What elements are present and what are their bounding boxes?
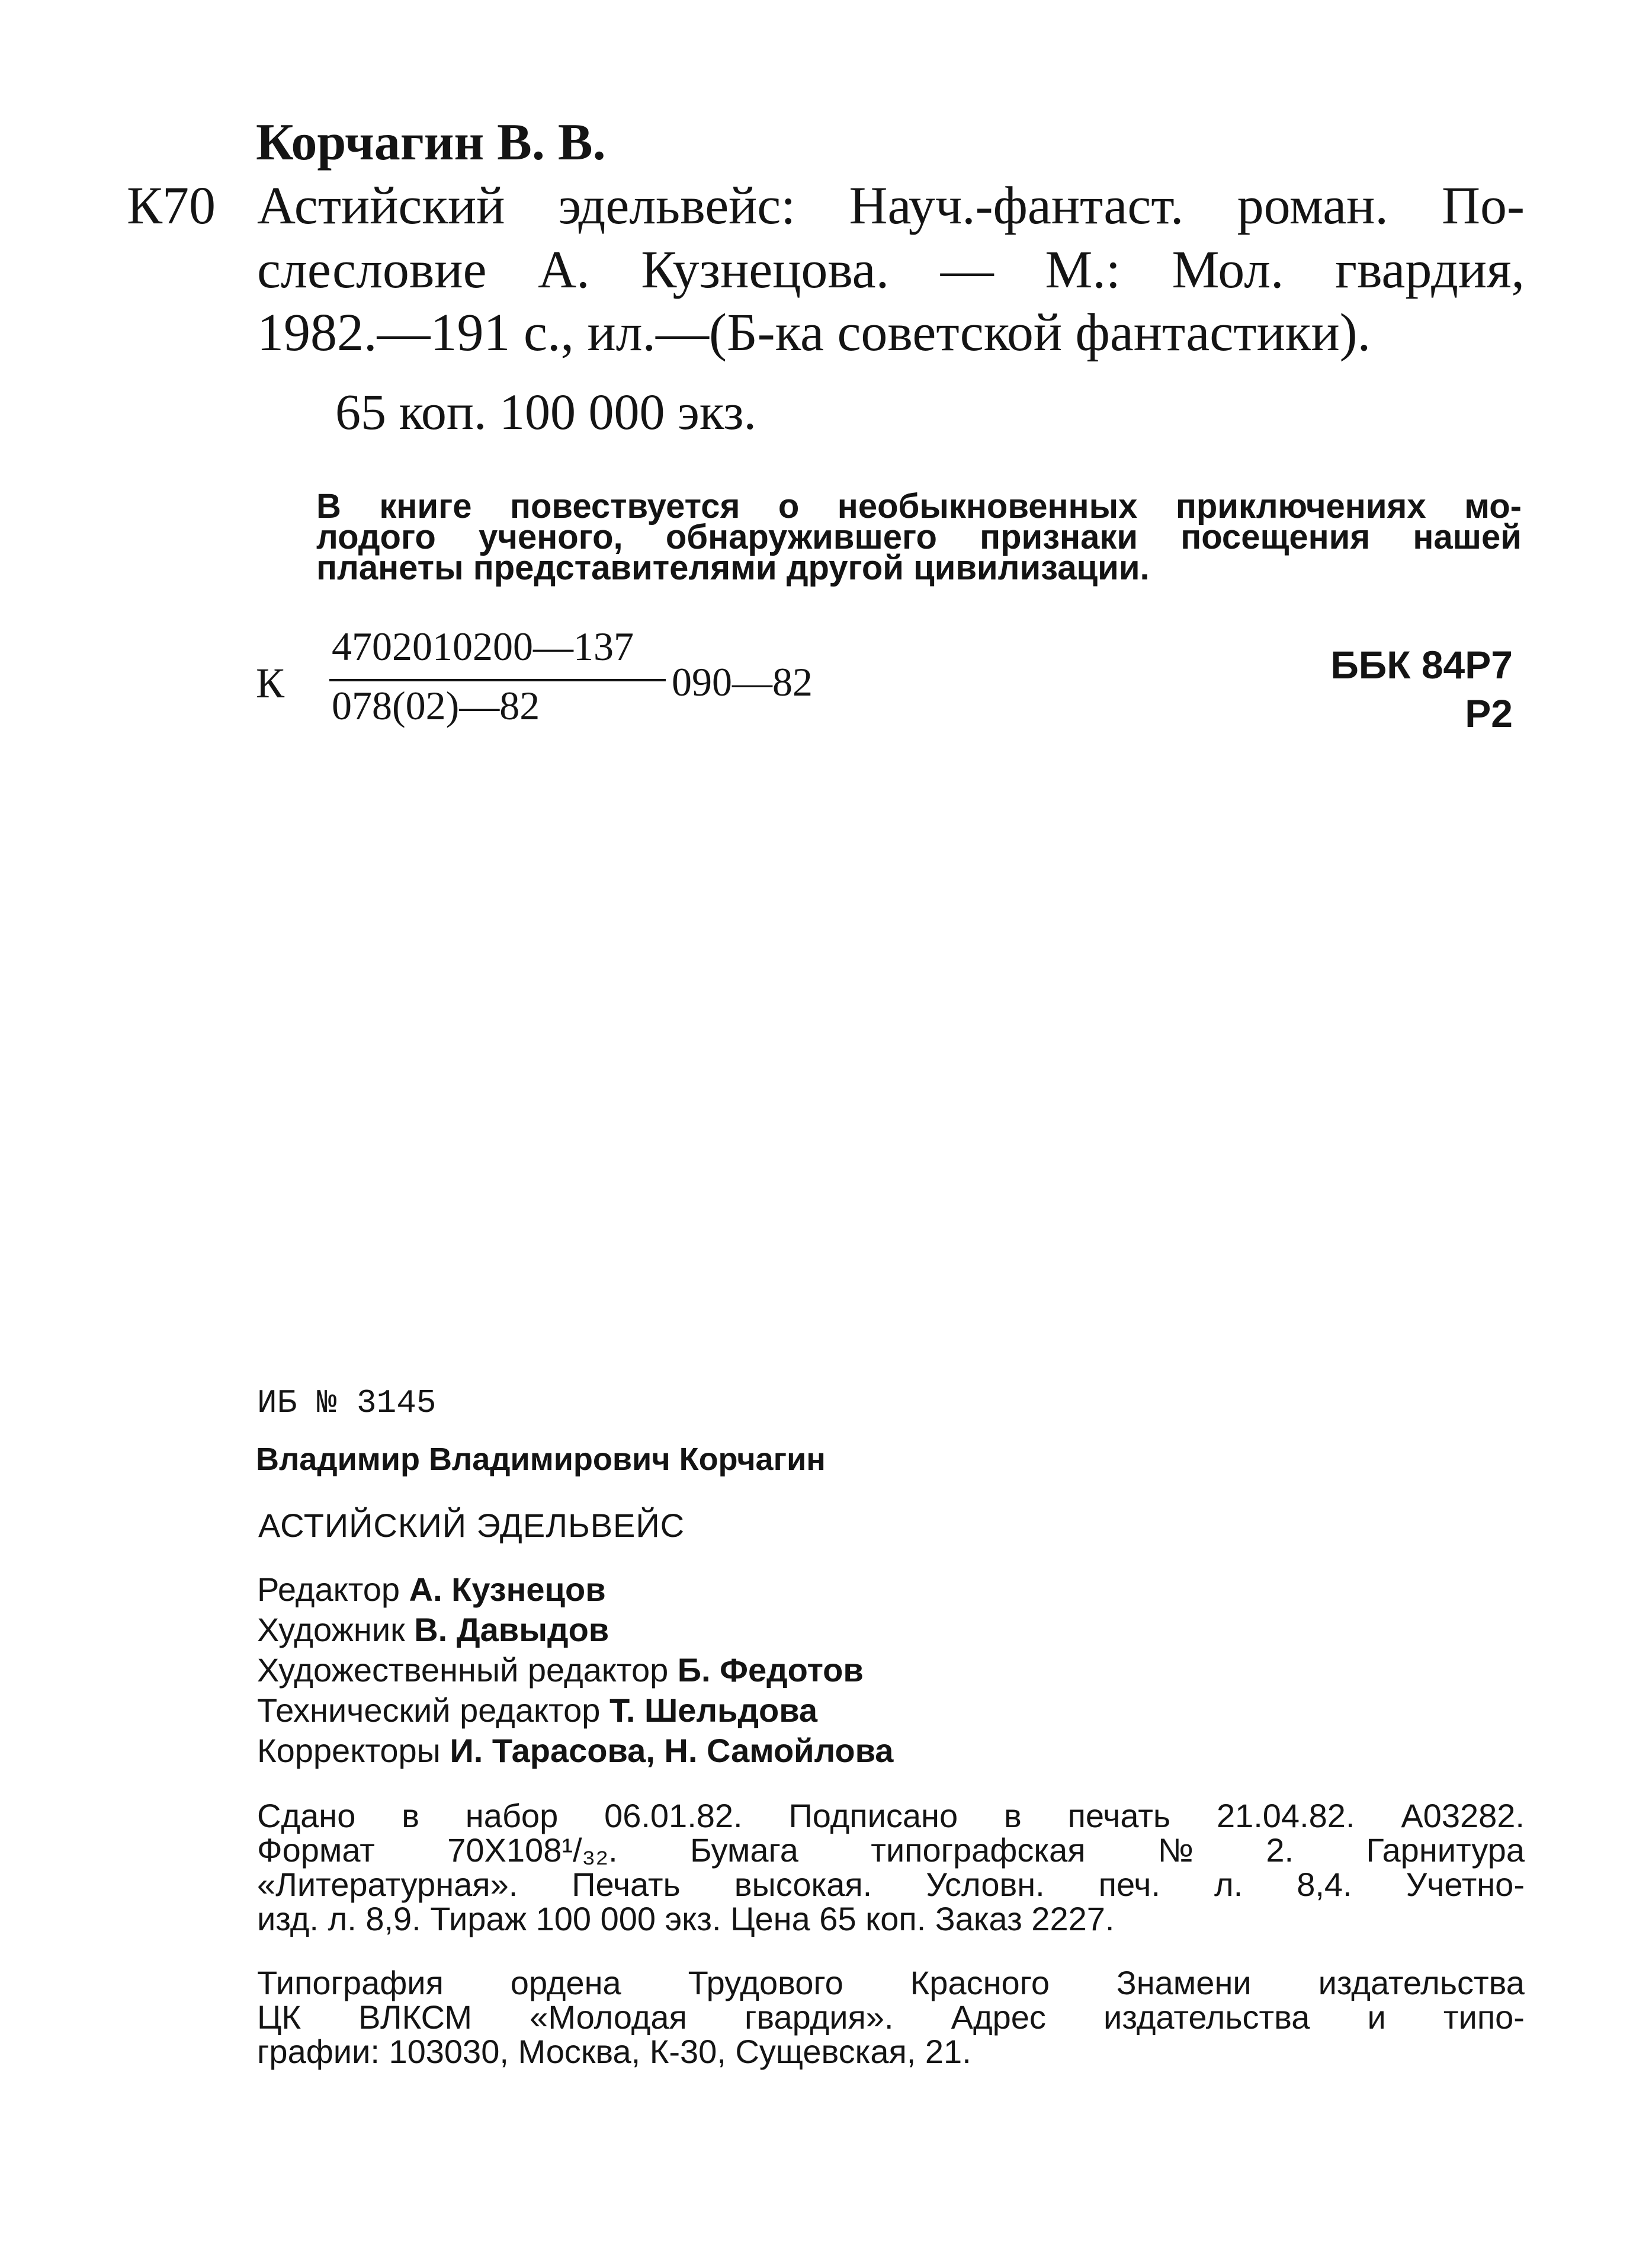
author-full-name: Владимир Владимирович Корчагин xyxy=(256,1441,826,1477)
word: Подписано xyxy=(788,1797,958,1834)
word: графии: 103030, Москва, К-30, Сущевская, 21. xyxy=(257,2033,971,2070)
print-details-line xyxy=(257,1833,1525,1867)
print-details xyxy=(257,1799,1525,1941)
word: Условн. xyxy=(926,1866,1045,1903)
word: о xyxy=(778,487,800,526)
index-letter: К xyxy=(256,659,285,707)
word: л. xyxy=(1214,1866,1243,1903)
word: нашей xyxy=(1413,518,1522,556)
word: издательства xyxy=(1103,1998,1310,2036)
word: обнаружившего xyxy=(665,518,937,556)
word: в xyxy=(402,1797,419,1834)
word: посещения xyxy=(1180,518,1371,556)
credit-technical-editor xyxy=(257,1691,817,1729)
word: — xyxy=(940,241,994,299)
word: слесловие xyxy=(257,241,487,299)
word: 1982.—191 с., ил.—(Б-ка советской фантастики). xyxy=(257,303,1371,362)
word: Кузнецова. xyxy=(641,241,890,299)
credit-role: Художественный редактор xyxy=(257,1651,669,1689)
word: книге xyxy=(379,487,472,526)
word: Астийский xyxy=(257,177,505,235)
credit-name: А. Кузнецов xyxy=(409,1571,606,1608)
word: лодого xyxy=(316,518,436,556)
credit-role: Художник xyxy=(257,1611,405,1648)
word: планеты представителями другой цивилизации. xyxy=(316,549,1150,587)
price-and-print-run: 65 коп. 100 000 экз. xyxy=(335,383,756,440)
ib-number: ИБ № 3145 xyxy=(257,1384,437,1422)
word: По- xyxy=(1442,177,1525,235)
word: издательства xyxy=(1318,1964,1525,2001)
word: А. xyxy=(538,241,590,299)
word: Сдано xyxy=(257,1797,356,1834)
word: мо- xyxy=(1464,487,1522,526)
word: В xyxy=(316,487,341,526)
index-suffix: 090—82 xyxy=(672,659,813,704)
word: типографская xyxy=(871,1831,1086,1869)
word: признаки xyxy=(980,518,1138,556)
word: высокая. xyxy=(734,1866,872,1903)
word: Печать xyxy=(572,1866,681,1903)
word: 06.01.82. xyxy=(604,1797,743,1834)
word: Трудового xyxy=(688,1964,843,2001)
word: типо- xyxy=(1443,1998,1525,2036)
word: в xyxy=(1003,1797,1022,1834)
credit-role: Редактор xyxy=(257,1571,400,1608)
biblio-line xyxy=(257,239,1525,301)
word: Учетно- xyxy=(1406,1866,1525,1903)
catalog-code: К70 xyxy=(127,177,216,235)
word: «Литературная». xyxy=(257,1866,518,1903)
word: и xyxy=(1367,1998,1386,2036)
credit-name: Т. Шельдова xyxy=(609,1692,818,1729)
word: ученого, xyxy=(479,518,623,556)
printer-line xyxy=(257,2035,1525,2069)
index-numerator: 4702010200—137 xyxy=(332,624,634,669)
biblio-line xyxy=(257,302,1525,364)
word: М.: xyxy=(1045,241,1121,299)
credit-name: В. Давыдов xyxy=(414,1611,609,1648)
word: Бумага xyxy=(689,1831,798,1869)
word: Типография xyxy=(257,1964,444,2001)
credit-proofreaders xyxy=(257,1731,893,1770)
word: набор xyxy=(465,1797,559,1834)
word: ЦК xyxy=(257,1998,301,2036)
credit-role: Корректоры xyxy=(257,1732,441,1769)
fraction-bar xyxy=(329,679,666,681)
word: приключениях xyxy=(1175,487,1426,526)
book-title: АСТИЙСКИЙ ЭДЕЛЬВЕЙС xyxy=(258,1507,685,1544)
print-details-line xyxy=(257,1799,1525,1833)
word: 70X108¹/₃₂. xyxy=(447,1831,618,1869)
word: изд. л. 8,9. Тираж 100 000 экз. Цена 65 коп. Заказ 2227. xyxy=(257,1900,1115,1937)
credit-art-editor xyxy=(257,1651,864,1689)
word: необыкновенных xyxy=(837,487,1138,526)
bibliographic-description xyxy=(257,175,1525,365)
annotation-line xyxy=(316,549,1522,587)
biblio-line xyxy=(257,175,1525,237)
word: 21.04.82. xyxy=(1216,1797,1355,1834)
word: А03282. xyxy=(1401,1797,1525,1834)
bbk-subcode: Р2 xyxy=(1465,691,1513,735)
catalog-author: Корчагин В. В. xyxy=(256,114,606,171)
word: роман. xyxy=(1237,177,1388,235)
annotation xyxy=(316,487,1522,597)
word: Знамени xyxy=(1116,1964,1252,2001)
word: № xyxy=(1157,1831,1194,1869)
credit-name: И. Тарасова, Н. Самойлова xyxy=(450,1732,894,1769)
word: ВЛКСМ xyxy=(358,1998,473,2036)
bbk-code: ББК 84Р7 xyxy=(1330,643,1513,687)
word: эдельвейс: xyxy=(558,177,796,235)
word: печать xyxy=(1067,1797,1171,1834)
word: Гарнитура xyxy=(1366,1831,1525,1869)
word: 8,4. xyxy=(1297,1866,1352,1903)
printer-line xyxy=(257,2000,1525,2035)
word: ордена xyxy=(510,1964,621,2001)
credit-name: Б. Федотов xyxy=(677,1651,864,1689)
printer-address xyxy=(257,1966,1525,2072)
print-details-line xyxy=(257,1902,1525,1936)
word: гвардия». xyxy=(744,1998,894,2036)
word: Формат xyxy=(257,1831,375,1869)
word: гвардия, xyxy=(1335,241,1525,299)
word: Красного xyxy=(910,1964,1050,2001)
printer-line xyxy=(257,1966,1525,2000)
credit-role: Технический редактор xyxy=(257,1692,601,1729)
word: печ. xyxy=(1098,1866,1161,1903)
print-details-line xyxy=(257,1867,1525,1902)
word: 2. xyxy=(1266,1831,1294,1869)
word: повествуется xyxy=(509,487,740,526)
credit-editor xyxy=(257,1570,606,1609)
index-denominator: 078(02)—82 xyxy=(332,683,540,728)
word: Науч.-фантаст. xyxy=(849,177,1184,235)
word: Мол. xyxy=(1172,241,1284,299)
word: Адрес xyxy=(951,1998,1046,2036)
word: «Молодая xyxy=(530,1998,687,2036)
credit-illustrator xyxy=(257,1610,609,1649)
